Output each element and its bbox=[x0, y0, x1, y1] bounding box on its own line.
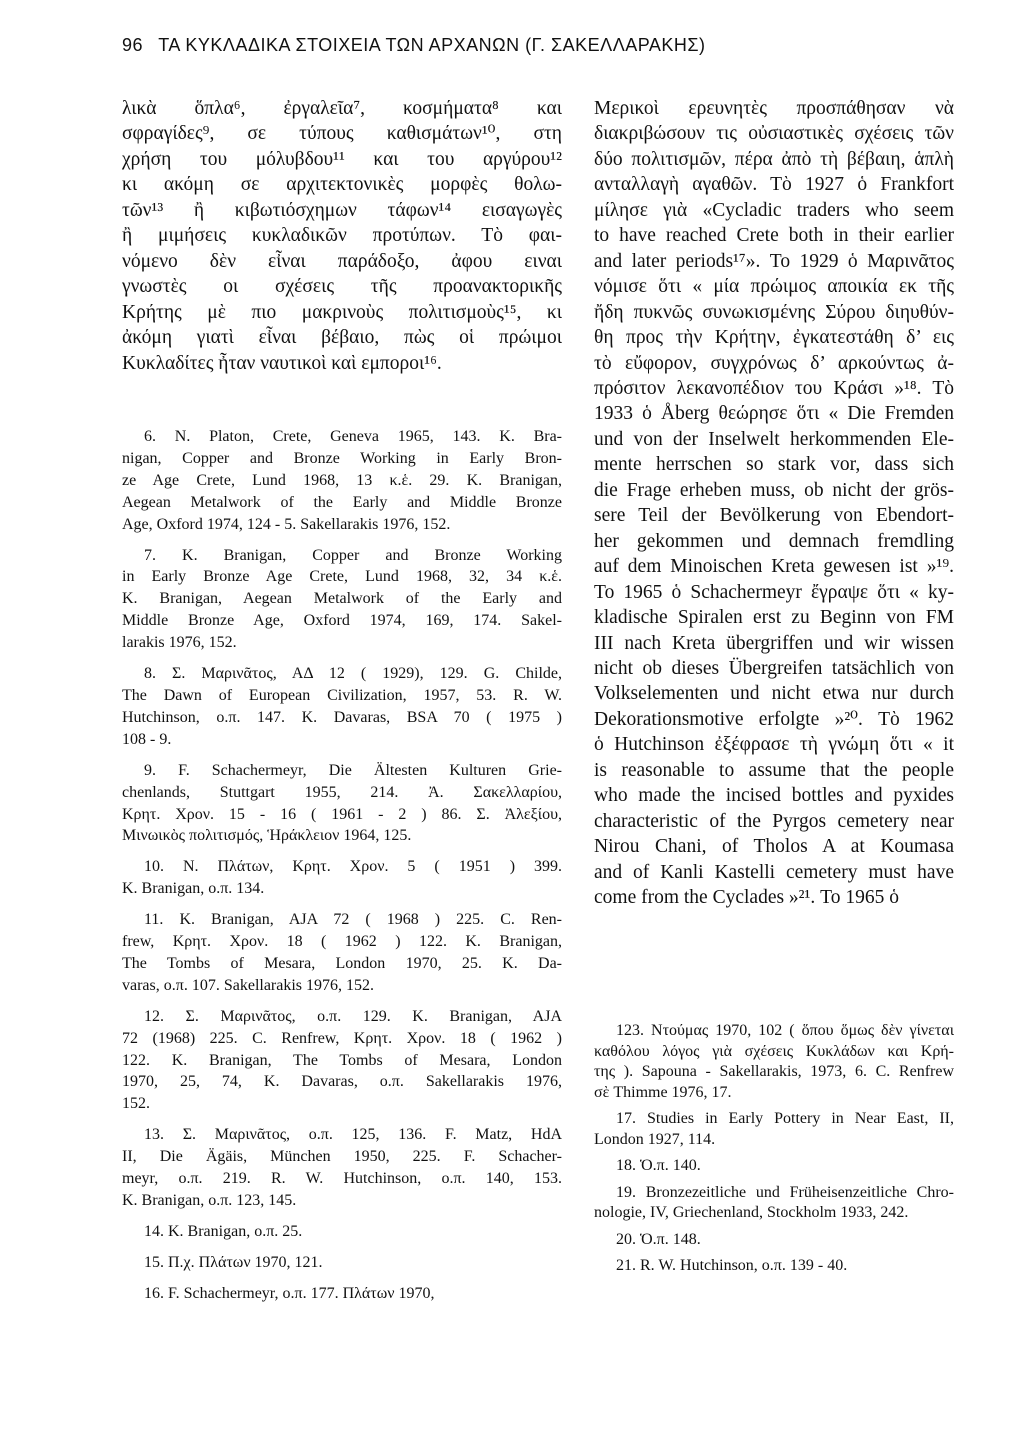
body-text-line: ἢ μιμήσεις κυκλαδικῶν προτύπων. Τὸ φαι- bbox=[122, 225, 562, 247]
body-text-line: τὸ εὔφορον, συγχρόνως δ’ αρκούντως ἀ- bbox=[594, 352, 954, 374]
footnote-line: 72 (1968) 225. C. Renfrew, Κρητ. Χρον. 18 ( 1962 ) bbox=[122, 1029, 562, 1047]
footnote-line: varas, ο.π. 107. Sakellarakis 1976, 152. bbox=[122, 976, 375, 994]
body-text-line: kladische Spiralen erst zu Beginn von FM bbox=[594, 607, 954, 629]
footnote-line: 16. F. Schachermeyr, ο.π. 177. Πλάτων 1970, bbox=[144, 1284, 435, 1302]
footnote-line: 21. R. W. Hutchinson, ο.π. 139 - 40. bbox=[616, 1257, 848, 1274]
footnote-line: Hutchinson, ο.π. 147. K. Davaras, BSA 70 ( 1975 ) bbox=[122, 708, 562, 726]
footnote-line: 18. Ὁ.π. 140. bbox=[616, 1157, 701, 1174]
footnote-line: nigan, Copper and Bronze Working in Early Bron- bbox=[122, 449, 562, 467]
footnote-line: Age, Oxford 1974, 124 - 5. Sakellarakis 1976, 152. bbox=[122, 515, 451, 533]
right-footnotes bbox=[594, 1021, 954, 1283]
body-text-line: ἀκόμη γιατὶ εἶναι βέβαιο, πὼς οἱ πρώιμοι bbox=[122, 327, 562, 349]
footnote-line: 20. Ὁ.π. 148. bbox=[616, 1230, 701, 1248]
footnote bbox=[122, 1006, 562, 1116]
body-text-line: νόμενο δὲν εἶναι παράδοξο, ἀφου ειναι bbox=[122, 250, 562, 272]
body-text-line: III nach Kreta übergriffen und wir wissen bbox=[594, 632, 954, 654]
body-text-line: und von der Inselwelt herkommenden Ele- bbox=[594, 428, 954, 450]
footnote bbox=[594, 1021, 954, 1103]
body-text-line: auf dem Minoischen Kreta gewesen ist »¹⁹. bbox=[594, 556, 954, 578]
body-text-line: θη προς τὴν Κρήτην, ἐγκατεστάθη δ’ εις bbox=[594, 327, 954, 349]
footnote-line: 122. K. Branigan, The Tombs of Mesara, London bbox=[122, 1051, 562, 1069]
footnote-line: Middle Bronze Age, Oxford 1974, 169, 174. Sakel- bbox=[122, 612, 562, 630]
running-title: ΤΑ ΚΥΚΛΑΔΙΚΑ ΣΤΟΙΧΕΙΑ ΤΩΝ ΑΡΧΑΝΩΝ (Γ. ΣΑΚΕΛΛΑΡΑΚΗΣ) bbox=[158, 35, 706, 55]
footnote-line: K. Branigan, ο.π. 134. bbox=[122, 880, 265, 898]
footnote bbox=[122, 545, 562, 655]
body-text-line: 1933 ὁ Åberg θεώρησε ὅτι « Die Fremden bbox=[594, 403, 954, 425]
footnote-line: ze Age Crete, Lund 1968, 13 κ.ἑ. 29. K. Branigan, bbox=[122, 471, 562, 489]
body-text-line: κι ακόμη σε αρχιτεκτονικὲς μορφὲς θολω- bbox=[122, 174, 562, 196]
body-text-line: mente herrschen so stark vor, dass sich bbox=[594, 454, 954, 476]
body-text-line: Volkselementen und nicht etwa nur durch bbox=[594, 683, 954, 705]
footnote-line: London 1927, 114. bbox=[594, 1130, 716, 1148]
body-text-line: Nirou Chani, of Tholos A at Koumasa bbox=[594, 836, 954, 858]
footnote-line: 15. Π.χ. Πλάτων 1970, 121. bbox=[144, 1253, 323, 1271]
footnote-line: 6. N. Platon, Crete, Geneva 1965, 143. K. Bra- bbox=[144, 428, 562, 445]
footnote-line: καθόλου λόγος γιὰ σχέσεις Κυκλάδων και Κρή- bbox=[594, 1042, 954, 1060]
footnote-line: larakis 1976, 152. bbox=[122, 634, 237, 652]
footnote-line: Μινωικὸς πολιτισμός, Ἡράκλειον 1964, 125. bbox=[122, 827, 412, 845]
footnote-line: 11. K. Branigan, AJA 72 ( 1968 ) 225. C. Ren- bbox=[144, 911, 562, 929]
footnote bbox=[122, 909, 562, 997]
footnote-line: chenlands, Stuttgart 1955, 214. Ἀ. Σακελλαρίου, bbox=[122, 783, 562, 801]
footnote-line: 9. F. Schachermeyr, Die Ältesten Kulturen Grie- bbox=[144, 761, 562, 779]
body-text-line: νόμισε ὅτι « μία πρώιμος αποικία εκ τῆς bbox=[594, 276, 954, 298]
body-text-line: characteristic of the Pyrgos cemetery near bbox=[594, 810, 954, 832]
footnote-line: 14. K. Branigan, ο.π. 25. bbox=[144, 1222, 303, 1240]
body-text-line: τῶν¹³ ἢ κιβωτιόσχημων τάφων¹⁴ εισαγωγὲς bbox=[122, 199, 562, 221]
footnote bbox=[594, 1109, 954, 1150]
footnote bbox=[594, 1230, 954, 1251]
footnote-line: Κρητ. Χρον. 15 - 16 ( 1961 - 2 ) 86. Σ. Ἀλεξίου, bbox=[122, 805, 562, 823]
footnote bbox=[594, 1256, 954, 1277]
footnote-line: 7. K. Branigan, Copper and Bronze Working bbox=[144, 546, 562, 564]
body-text-line: ὁ Hutchinson ἐξέφρασε τὴ γνώμη ὅτι « it bbox=[594, 734, 954, 756]
body-text-line: and of Kanli Kastelli cemetery must have bbox=[594, 861, 954, 883]
footnote bbox=[122, 760, 562, 848]
body-text-line: χρήση του μόλυβδου¹¹ και του αργύρου¹² bbox=[122, 148, 562, 170]
right-column-body bbox=[594, 96, 954, 911]
left-footnotes bbox=[122, 426, 562, 1314]
body-text-line: and later periods¹⁷». Το 1929 ὁ Μαρινᾶτος bbox=[594, 250, 954, 272]
footnote bbox=[122, 1124, 562, 1212]
body-text-line: δύο πολιτισμῶν, πέρα ἀπὸ τὴ βέβαιη, ἁπλὴ bbox=[594, 148, 954, 170]
footnote-line: meyr, ο.π. 219. R. W. Hutchinson, ο.π. 140, 153. bbox=[122, 1170, 562, 1188]
footnote-line: 13. Σ. Μαρινᾶτος, ο.π. 125, 136. F. Matz, HdA bbox=[144, 1126, 562, 1144]
footnote-line: K. Branigan, ο.π. 123, 145. bbox=[122, 1192, 297, 1209]
left-column-body bbox=[122, 96, 562, 376]
body-text-line: Το 1965 ὁ Schachermeyr ἔγραψε ὅτι « ky- bbox=[594, 581, 954, 603]
body-text-line: Κυκλαδίτες ἦταν ναυτικοὶ καὶ εμποροι¹⁶. bbox=[122, 352, 442, 374]
body-text-line: λικὰ ὅπλα⁶, ἐργαλεῖα⁷, κοσμήματα⁸ και bbox=[122, 98, 562, 119]
body-text-line: is reasonable to assume that the people bbox=[594, 759, 954, 781]
body-text-line: nicht ob dieses Übergreifen tatsächlich von bbox=[594, 657, 954, 679]
footnote-line: The Dawn of European Civilization, 1957, 53. R. W. bbox=[122, 686, 562, 704]
footnote-line: 108 - 9. bbox=[122, 730, 172, 748]
footnote bbox=[122, 426, 562, 536]
body-text-line: who made the incised bottles and pyxides bbox=[594, 785, 954, 807]
footnote-line: II, Die Ägäis, München 1950, 225. F. Schacher- bbox=[122, 1148, 562, 1166]
footnote bbox=[122, 1252, 562, 1274]
footnote-line: 152. bbox=[122, 1095, 150, 1113]
footnote-line: 19. Bronzezeitliche und Früheisenzeitliche Chro- bbox=[616, 1183, 954, 1201]
body-text-line: ανταλλαγὴ αγαθῶν. Τὸ 1927 ὁ Frankfort bbox=[594, 174, 954, 196]
footnote-line: 12. Σ. Μαρινᾶτος, ο.π. 129. K. Branigan, AJA bbox=[144, 1007, 562, 1025]
footnote-line: της ). Sapouna - Sakellarakis, 1973, 6. C. Renfrew bbox=[594, 1063, 954, 1080]
body-text-line: πρόσιτον λεκανοπέδιον του Κράσι »¹⁸. Τὸ bbox=[594, 377, 954, 399]
footnote-line: K. Branigan, Aegean Metalwork of the Early and bbox=[122, 590, 562, 608]
body-text-line: ἤδη πυκνῶς συνωκισμένης Σύρου διηυθύν- bbox=[594, 301, 954, 323]
footnote-line: 10. N. Πλάτων, Κρητ. Χρον. 5 ( 1951 ) 399. bbox=[144, 858, 562, 876]
footnote-line: frew, Κρητ. Χρον. 18 ( 1962 ) 122. K. Branigan, bbox=[122, 933, 562, 951]
footnote-line: 1970, 25, 74, K. Davaras, ο.π. Sakellarakis 1976, bbox=[122, 1073, 562, 1091]
running-header bbox=[122, 35, 706, 56]
page-number: 96 bbox=[122, 35, 144, 55]
footnote-line: 8. Σ. Μαρινᾶτος, ΑΔ 12 ( 1929), 129. G. Childe, bbox=[144, 665, 562, 683]
body-text-line: Dekorationsmotive erfolgte »²⁰. Τὸ 1962 bbox=[594, 708, 954, 730]
body-text-line: σφραγίδες⁹, σε τύπους καθισμάτων¹⁰, στη bbox=[122, 123, 562, 145]
body-text-line: sere Teil der Bevölkerung von Ebendort- bbox=[594, 505, 954, 527]
body-text-line: γνωστὲς οι σχέσεις τῆς προανακτορικῆς bbox=[122, 276, 562, 298]
footnote bbox=[594, 1156, 954, 1177]
body-text-line: μίλησε γιὰ «Cycladic traders who seem bbox=[594, 199, 954, 221]
body-text-line: Μερικοὶ ερευνητὲς προσπάθησαν νὰ bbox=[594, 98, 954, 119]
footnote bbox=[594, 1183, 954, 1224]
footnote-line: 17. Studies in Early Pottery in Near East, II, bbox=[616, 1110, 954, 1127]
footnote bbox=[122, 1283, 562, 1305]
body-text-line: die Frage erheben muss, ob nicht der grös- bbox=[594, 479, 954, 501]
footnote-line: in Early Bronze Age Crete, Lund 1968, 32, 34 κ.ἑ. bbox=[122, 568, 562, 586]
body-text-line: her gekommen und demnach fremdling bbox=[594, 530, 954, 552]
body-text-line: διακριβώσουν τις οὐσιαστικὲς σχέσεις τῶν bbox=[594, 123, 954, 145]
footnote bbox=[122, 1221, 562, 1243]
footnote-line: Aegean Metalwork of the Early and Middle Bronze bbox=[122, 493, 562, 511]
footnote-line: σὲ Thimme 1976, 17. bbox=[594, 1083, 732, 1101]
footnote bbox=[122, 856, 562, 900]
body-text-line: come from the Cyclades »²¹. Το 1965 ὁ bbox=[594, 887, 899, 909]
footnote-line: nologie, IV, Griechenland, Stockholm 1933, 242. bbox=[594, 1204, 909, 1221]
footnote-line: 123. Ντούμας 1970, 102 ( ὅπου ὅμως δὲν γίνεται bbox=[616, 1022, 954, 1039]
body-text-line: Κρήτης μὲ πιο μακρινοὺς πολιτισμοὺς¹⁵, κι bbox=[122, 301, 562, 323]
body-text-line: to have reached Crete both in their earlier bbox=[594, 225, 954, 247]
footnote bbox=[122, 663, 562, 751]
footnote-line: The Tombs of Mesara, London 1970, 25. K. Da- bbox=[122, 954, 562, 972]
